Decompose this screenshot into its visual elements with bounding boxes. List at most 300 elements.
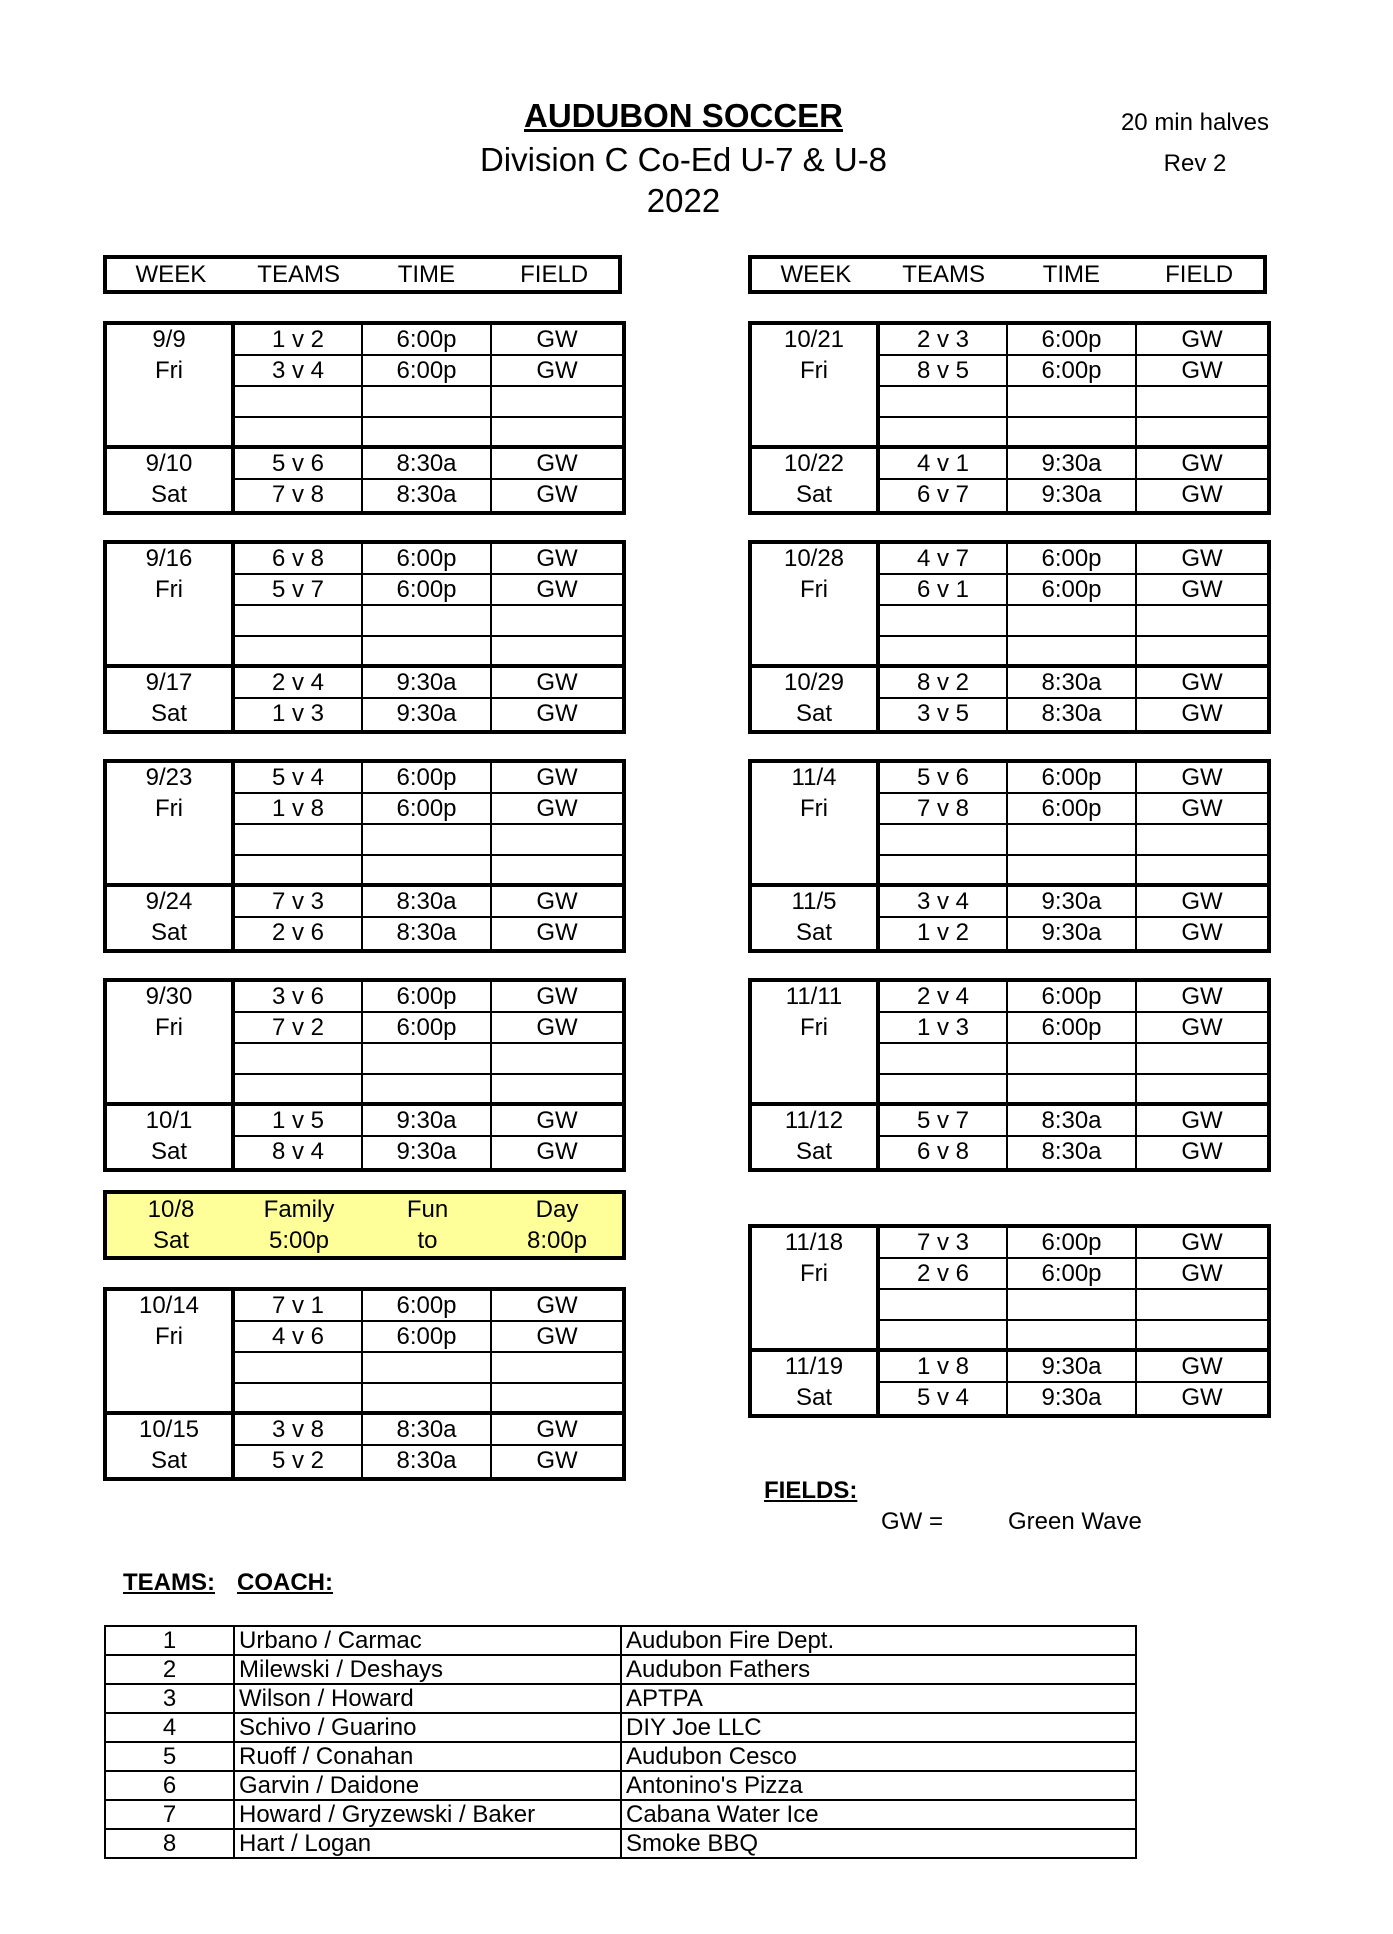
time-cell: 8:30a: [1008, 1106, 1137, 1137]
team-number: 4: [105, 1713, 234, 1742]
field-cell: GW: [1137, 325, 1267, 356]
team-sponsor: Audubon Cesco: [621, 1742, 1136, 1771]
time-cell: 6:00p: [1008, 982, 1137, 1013]
date-cell: [107, 1075, 235, 1106]
friday-label: Fri: [752, 794, 880, 825]
saturday-date: 9/17: [107, 668, 235, 699]
matchup-cell: 5 v 6: [235, 449, 363, 480]
col-time: TIME: [1042, 261, 1101, 288]
empty-slot: [492, 1044, 622, 1075]
matchup-cell: 3 v 6: [235, 982, 363, 1013]
field-cell: GW: [1137, 1259, 1267, 1290]
friday-label: Fri: [107, 794, 235, 825]
time-cell: 8:30a: [363, 1415, 492, 1446]
empty-slot: [363, 418, 492, 449]
team-row: [105, 1655, 1136, 1684]
field-cell: GW: [492, 544, 622, 575]
week-block: [103, 1287, 626, 1481]
empty-slot: [492, 1075, 622, 1106]
field-cell: GW: [492, 794, 622, 825]
empty-slot: [235, 1044, 363, 1075]
team-coach: Urbano / Carmac: [234, 1626, 621, 1655]
matchup-cell: 6 v 7: [880, 480, 1008, 511]
saturday-label: Sat: [107, 1446, 235, 1477]
matchup-cell: 5 v 4: [235, 763, 363, 794]
week-block: [103, 321, 626, 515]
empty-slot: [235, 1075, 363, 1106]
week-block: [748, 321, 1271, 515]
team-row: [105, 1829, 1136, 1858]
time-cell: 8:30a: [363, 480, 492, 511]
empty-slot: [1008, 1044, 1137, 1075]
date-cell: [107, 387, 235, 418]
matchup-cell: 3 v 4: [880, 887, 1008, 918]
time-cell: 9:30a: [1008, 1352, 1137, 1383]
empty-slot: [492, 1384, 622, 1415]
time-cell: 6:00p: [1008, 544, 1137, 575]
empty-slot: [880, 606, 1008, 637]
empty-slot: [235, 387, 363, 418]
team-number: 6: [105, 1771, 234, 1800]
team-coach: Wilson / Howard: [234, 1684, 621, 1713]
time-cell: 9:30a: [363, 668, 492, 699]
matchup-cell: 7 v 8: [880, 794, 1008, 825]
saturday-label: Sat: [752, 918, 880, 949]
date-cell: [752, 1044, 880, 1075]
empty-slot: [363, 387, 492, 418]
date-cell: [752, 387, 880, 418]
matchup-cell: 1 v 2: [235, 325, 363, 356]
empty-slot: [1137, 1321, 1267, 1352]
team-row: [105, 1771, 1136, 1800]
empty-slot: [363, 856, 492, 887]
field-cell: GW: [536, 700, 578, 727]
empty-slot: [1008, 1290, 1137, 1321]
field-cell: GW: [536, 919, 578, 946]
empty-slot: [1137, 387, 1267, 418]
empty-slot: [1137, 1290, 1267, 1321]
saturday-date: 10/22: [752, 449, 880, 480]
field-key: GW =: [881, 1508, 944, 1535]
empty-slot: [363, 1384, 492, 1415]
team-coach: Schivo / Guarino: [234, 1713, 621, 1742]
field-cell: GW: [536, 1138, 578, 1165]
matchup-cell: 3 v 5: [880, 699, 1008, 730]
field-cell: GW: [1137, 887, 1267, 918]
time-cell: 6:00p: [1008, 1259, 1137, 1290]
date-cell: [752, 856, 880, 887]
date-cell: [107, 606, 235, 637]
time-cell: 9:30a: [363, 699, 492, 730]
empty-slot: [880, 856, 1008, 887]
saturday-date: 9/24: [107, 887, 235, 918]
matchup-cell: 1 v 5: [235, 1106, 363, 1137]
field-cell: GW: [1137, 575, 1267, 606]
saturday-label: Sat: [752, 699, 880, 730]
empty-slot: [1137, 606, 1267, 637]
saturday-label: Sat: [752, 480, 880, 511]
matchup-cell: 3 v 4: [235, 356, 363, 387]
empty-slot: [363, 1075, 492, 1106]
time-cell: 9:30a: [1008, 1383, 1137, 1414]
date-cell: [752, 418, 880, 449]
field-cell: GW: [1137, 449, 1267, 480]
matchup-cell: 7 v 1: [235, 1291, 363, 1322]
friday-date: 11/4: [752, 763, 880, 794]
empty-slot: [880, 1044, 1008, 1075]
friday-label: Fri: [107, 356, 235, 387]
time-cell: 6:00p: [363, 356, 492, 387]
col-week: WEEK: [780, 261, 852, 288]
team-sponsor: Audubon Fire Dept.: [621, 1626, 1136, 1655]
saturday-date: 11/5: [752, 887, 880, 918]
field-cell: GW: [1137, 1106, 1267, 1137]
week-block: [103, 540, 626, 734]
date-cell: [752, 606, 880, 637]
friday-label: Fri: [752, 575, 880, 606]
matchup-cell: 5 v 7: [235, 575, 363, 606]
halves-note: 20 min halves: [1120, 109, 1270, 136]
field-cell: GW: [1181, 481, 1223, 508]
field-cell: GW: [492, 575, 622, 606]
empty-slot: [235, 637, 363, 668]
friday-label: Fri: [752, 1259, 880, 1290]
field-cell: GW: [1137, 1228, 1267, 1259]
time-cell: 6:00p: [1008, 356, 1137, 387]
date-cell: [107, 825, 235, 856]
time-cell: 8:30a: [1008, 699, 1137, 730]
field-cell: GW: [1181, 1138, 1223, 1165]
empty-slot: [1008, 856, 1137, 887]
col-field: FIELD: [520, 261, 589, 288]
field-cell: GW: [1181, 700, 1223, 727]
empty-slot: [235, 1384, 363, 1415]
field-cell: GW: [1181, 919, 1223, 946]
time-cell: 8:30a: [1008, 1137, 1137, 1168]
matchup-cell: 1 v 2: [880, 918, 1008, 949]
empty-slot: [1008, 637, 1137, 668]
friday-date: 11/11: [752, 982, 880, 1013]
col-teams: TEAMS: [257, 261, 340, 288]
empty-slot: [1008, 606, 1137, 637]
team-sponsor: Smoke BBQ: [621, 1829, 1136, 1858]
friday-date: 10/28: [752, 544, 880, 575]
saturday-date: 11/12: [752, 1106, 880, 1137]
saturday-date: 10/1: [107, 1106, 235, 1137]
matchup-cell: 4 v 1: [880, 449, 1008, 480]
team-sponsor: Audubon Fathers: [621, 1655, 1136, 1684]
empty-slot: [363, 1044, 492, 1075]
field-cell: GW: [1137, 544, 1267, 575]
field-cell: GW: [492, 1291, 622, 1322]
time-cell: 6:00p: [363, 544, 492, 575]
fields-label: FIELDS:: [764, 1477, 858, 1504]
saturday-label: Sat: [752, 1383, 880, 1414]
friday-label: Fri: [752, 356, 880, 387]
division-subtitle: Division C Co-Ed U-7 & U-8: [479, 141, 888, 178]
date-cell: [107, 418, 235, 449]
field-cell: GW: [492, 982, 622, 1013]
empty-slot: [235, 856, 363, 887]
matchup-cell: 3 v 8: [235, 1415, 363, 1446]
empty-slot: [1137, 825, 1267, 856]
event-text: Family: [263, 1196, 335, 1223]
time-cell: 9:30a: [1008, 449, 1137, 480]
field-cell: GW: [1137, 668, 1267, 699]
field-cell: GW: [1137, 356, 1267, 387]
team-number: 8: [105, 1829, 234, 1858]
time-cell: 9:30a: [363, 1106, 492, 1137]
field-cell: GW: [536, 481, 578, 508]
page-title: AUDUBON SOCCER: [523, 97, 843, 134]
matchup-cell: 1 v 8: [880, 1352, 1008, 1383]
friday-date: 9/9: [107, 325, 235, 356]
team-number: 7: [105, 1800, 234, 1829]
team-row: [105, 1800, 1136, 1829]
col-field: FIELD: [1165, 261, 1234, 288]
matchup-cell: 7 v 3: [235, 887, 363, 918]
field-cell: GW: [1137, 1013, 1267, 1044]
week-block: [748, 1224, 1271, 1418]
team-row: [105, 1713, 1136, 1742]
season-year: 2022: [646, 182, 721, 219]
empty-slot: [1137, 637, 1267, 668]
friday-date: 9/16: [107, 544, 235, 575]
team-sponsor: APTPA: [621, 1684, 1136, 1713]
left-column-header: [103, 255, 622, 294]
matchup-cell: 5 v 4: [880, 1383, 1008, 1414]
event-date: 10/8: [147, 1196, 195, 1223]
empty-slot: [1008, 418, 1137, 449]
matchup-cell: 6 v 8: [880, 1137, 1008, 1168]
team-coach: Hart / Logan: [234, 1829, 621, 1858]
week-block: [748, 759, 1271, 953]
friday-label: Fri: [752, 1013, 880, 1044]
matchup-cell: 5 v 7: [880, 1106, 1008, 1137]
time-cell: 9:30a: [1008, 918, 1137, 949]
field-cell: GW: [1137, 794, 1267, 825]
saturday-date: 10/29: [752, 668, 880, 699]
event-text: Day: [535, 1196, 579, 1223]
team-coach: Garvin / Daidone: [234, 1771, 621, 1800]
matchup-cell: 6 v 1: [880, 575, 1008, 606]
matchup-cell: 8 v 4: [235, 1137, 363, 1168]
friday-date: 9/30: [107, 982, 235, 1013]
field-cell: GW: [536, 1447, 578, 1474]
event-start: 5:00p: [268, 1227, 330, 1254]
date-cell: [107, 637, 235, 668]
time-cell: 9:30a: [1008, 480, 1137, 511]
empty-slot: [1008, 1075, 1137, 1106]
event-text: Fun: [406, 1196, 449, 1223]
empty-slot: [235, 606, 363, 637]
time-cell: 6:00p: [363, 794, 492, 825]
field-name: Green Wave: [1008, 1508, 1142, 1535]
date-cell: [752, 1290, 880, 1321]
date-cell: [752, 1321, 880, 1352]
matchup-cell: 4 v 6: [235, 1322, 363, 1353]
event-end: 8:00p: [526, 1227, 588, 1254]
empty-slot: [363, 1353, 492, 1384]
time-cell: 6:00p: [1008, 575, 1137, 606]
saturday-date: 10/15: [107, 1415, 235, 1446]
time-cell: 8:30a: [1008, 668, 1137, 699]
team-row: [105, 1626, 1136, 1655]
field-cell: GW: [492, 1106, 622, 1137]
empty-slot: [235, 825, 363, 856]
team-row: [105, 1684, 1136, 1713]
matchup-cell: 2 v 3: [880, 325, 1008, 356]
empty-slot: [492, 1353, 622, 1384]
matchup-cell: 2 v 4: [235, 668, 363, 699]
time-cell: 6:00p: [363, 325, 492, 356]
empty-slot: [1008, 825, 1137, 856]
field-cell: GW: [492, 1322, 622, 1353]
saturday-date: 11/19: [752, 1352, 880, 1383]
matchup-cell: 1 v 3: [235, 699, 363, 730]
event-text: to: [417, 1227, 438, 1254]
empty-slot: [880, 1075, 1008, 1106]
matchup-cell: 7 v 2: [235, 1013, 363, 1044]
time-cell: 9:30a: [363, 1137, 492, 1168]
team-row: [105, 1742, 1136, 1771]
team-coach: Howard / Gryzewski / Baker: [234, 1800, 621, 1829]
time-cell: 6:00p: [363, 1013, 492, 1044]
empty-slot: [880, 387, 1008, 418]
empty-slot: [235, 1353, 363, 1384]
time-cell: 8:30a: [363, 918, 492, 949]
empty-slot: [880, 418, 1008, 449]
empty-slot: [492, 387, 622, 418]
teams-table: [104, 1625, 1137, 1859]
field-cell: GW: [492, 449, 622, 480]
right-column-header: [748, 255, 1267, 294]
matchup-cell: 7 v 8: [235, 480, 363, 511]
time-cell: 6:00p: [363, 575, 492, 606]
matchup-cell: 4 v 7: [880, 544, 1008, 575]
saturday-date: 9/10: [107, 449, 235, 480]
time-cell: 6:00p: [1008, 794, 1137, 825]
field-cell: GW: [492, 887, 622, 918]
empty-slot: [235, 418, 363, 449]
revision-note: Rev 2: [1163, 150, 1227, 177]
matchup-cell: 2 v 6: [880, 1259, 1008, 1290]
team-sponsor: Antonino's Pizza: [621, 1771, 1136, 1800]
time-cell: 6:00p: [1008, 1228, 1137, 1259]
empty-slot: [492, 637, 622, 668]
week-block: [748, 540, 1271, 734]
empty-slot: [1008, 1321, 1137, 1352]
empty-slot: [1137, 418, 1267, 449]
empty-slot: [1008, 387, 1137, 418]
field-cell: GW: [1137, 982, 1267, 1013]
empty-slot: [363, 825, 492, 856]
empty-slot: [880, 1290, 1008, 1321]
time-cell: 6:00p: [1008, 763, 1137, 794]
field-cell: GW: [492, 1013, 622, 1044]
time-cell: 9:30a: [1008, 887, 1137, 918]
field-cell: GW: [492, 1415, 622, 1446]
empty-slot: [1137, 1044, 1267, 1075]
date-cell: [752, 637, 880, 668]
friday-label: Fri: [107, 575, 235, 606]
coach-label: COACH:: [237, 1569, 333, 1596]
matchup-cell: 2 v 6: [235, 918, 363, 949]
field-cell: GW: [1137, 1352, 1267, 1383]
date-cell: [752, 1075, 880, 1106]
date-cell: [107, 1384, 235, 1415]
matchup-cell: 1 v 8: [235, 794, 363, 825]
team-number: 3: [105, 1684, 234, 1713]
matchup-cell: 8 v 5: [880, 356, 1008, 387]
saturday-label: Sat: [107, 1137, 235, 1168]
empty-slot: [492, 825, 622, 856]
saturday-label: Sat: [107, 918, 235, 949]
saturday-label: Sat: [107, 699, 235, 730]
time-cell: 8:30a: [363, 449, 492, 480]
col-time: TIME: [397, 261, 456, 288]
event-day: Sat: [152, 1227, 190, 1254]
week-block: [103, 759, 626, 953]
friday-date: 11/18: [752, 1228, 880, 1259]
field-cell: GW: [492, 325, 622, 356]
empty-slot: [880, 825, 1008, 856]
week-block: [748, 978, 1271, 1172]
time-cell: 8:30a: [363, 1446, 492, 1477]
time-cell: 6:00p: [363, 1322, 492, 1353]
friday-date: 10/21: [752, 325, 880, 356]
team-number: 2: [105, 1655, 234, 1684]
empty-slot: [880, 1321, 1008, 1352]
time-cell: 6:00p: [1008, 325, 1137, 356]
time-cell: 8:30a: [363, 887, 492, 918]
team-number: 1: [105, 1626, 234, 1655]
time-cell: 6:00p: [1008, 1013, 1137, 1044]
time-cell: 6:00p: [363, 763, 492, 794]
empty-slot: [492, 606, 622, 637]
empty-slot: [1137, 1075, 1267, 1106]
field-cell: GW: [1137, 763, 1267, 794]
team-sponsor: DIY Joe LLC: [621, 1713, 1136, 1742]
team-coach: Ruoff / Conahan: [234, 1742, 621, 1771]
teams-label: TEAMS:: [123, 1569, 215, 1596]
empty-slot: [1137, 856, 1267, 887]
friday-date: 10/14: [107, 1291, 235, 1322]
friday-label: Fri: [107, 1322, 235, 1353]
saturday-label: Sat: [752, 1137, 880, 1168]
matchup-cell: 6 v 8: [235, 544, 363, 575]
date-cell: [752, 825, 880, 856]
date-cell: [107, 1353, 235, 1384]
empty-slot: [880, 637, 1008, 668]
team-sponsor: Cabana Water Ice: [621, 1800, 1136, 1829]
field-cell: GW: [492, 763, 622, 794]
friday-label: Fri: [107, 1013, 235, 1044]
matchup-cell: 1 v 3: [880, 1013, 1008, 1044]
field-cell: GW: [1181, 1384, 1223, 1411]
date-cell: [107, 1044, 235, 1075]
matchup-cell: 5 v 6: [880, 763, 1008, 794]
matchup-cell: 7 v 3: [880, 1228, 1008, 1259]
field-cell: GW: [492, 356, 622, 387]
time-cell: 6:00p: [363, 982, 492, 1013]
matchup-cell: 8 v 2: [880, 668, 1008, 699]
empty-slot: [492, 418, 622, 449]
team-number: 5: [105, 1742, 234, 1771]
friday-date: 9/23: [107, 763, 235, 794]
col-teams: TEAMS: [902, 261, 985, 288]
family-fun-day-block: [103, 1190, 626, 1260]
